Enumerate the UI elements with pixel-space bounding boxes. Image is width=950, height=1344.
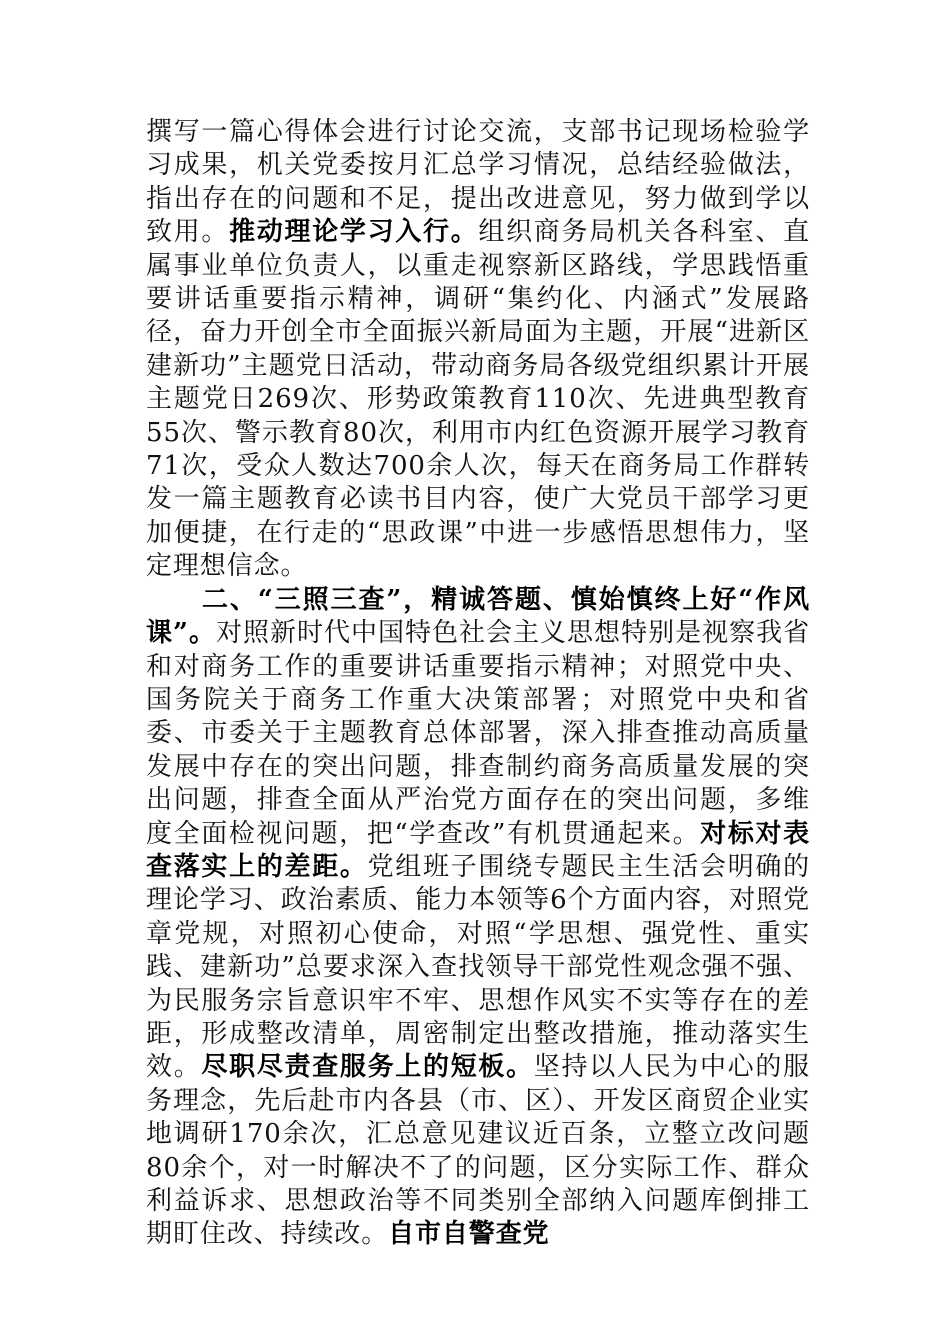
paragraph-2	[146, 584, 810, 1252]
subheading-1: 对标对表查落实上的差距。	[146, 818, 810, 882]
paragraph-1-body: 组织商务局机关各科室、直属事业单位负责人，以重走视察新区路线，学思践悟重要讲话重要指示精神，调研“集约化、内涵式”发展路径，奋力开创全市全面振兴新局面为主题，开展“进新区建新功”主题党日活动，带动商务局各级党组织累计开展主题党日269次、形势政策教育110次、先进典型教育55次、警示教育80次，利用市内红色资源开展学习教育71次，受众人数达700余人次，每天在商务局工作群转发一篇主题教育必读书目内容，使广大党员干部学习更加便捷，在行走的“思政课”中进一步感悟思想伟力，坚定理想信念。	[146, 217, 810, 582]
section-heading: 二、“三照三查”，精诚答题、慎始慎终上好“作风课”。	[146, 584, 810, 649]
paragraph-1	[146, 116, 810, 584]
subheading-1-body: 党组班子围绕专题民主生活会明确的理论学习、政治素质、能力本领等6个方面内容，对照党章党规，对照初心使命，对照“学思想、强党性、重实践、建新功”总要求深入查找领导干部党性观念强不强、为民服务宗旨意识牢不牢、思想作风实不实等存在的差距，形成整改清单，周密制定出整改措施，推动落实生效。	[146, 851, 811, 1083]
paragraph-1-text: 撰写一篇心得体会进行讨论交流，支部书记现场检验学习成果，机关党委按月汇总学习情况，总结经验做法，指出存在的问题和不足，提出改进意见，努力做到学以致用。	[146, 117, 810, 248]
paragraph-2-body: 对照新时代中国特色社会主义思想特别是视察我省和对商务工作的重要讲话重要指示精神；对照党中央、国务院关于商务工作重大决策部署；对照党中央和省委、市委关于主题教育总体部署，深入排查推动高质量发展中存在的突出问题，排查制约商务高质量发展的突出问题，排查全面从严治党方面存在的突出问题，多维度全面检视问题，把“学查改”有机贯通起来。	[146, 618, 810, 849]
document-body	[146, 116, 810, 1252]
subheading-3: 自市自警查党	[388, 1219, 550, 1250]
subheading-2: 尽职尽责查服务上的短板。	[201, 1052, 534, 1083]
subheading-2-body: 坚持以人民为中心的服务理念，先后赴市内各县（市、区）、开发区商贸企业实地调研170余次，汇总意见建议近百条，立整立改问题80余个，对一时解决不了的问题，区分实际工作、群众利益诉求、思想政治等不同类别全部纳入问题库倒排工期盯住改、持续改。	[146, 1052, 810, 1250]
paragraph-1-heading: 推动理论学习入行。	[229, 217, 479, 248]
